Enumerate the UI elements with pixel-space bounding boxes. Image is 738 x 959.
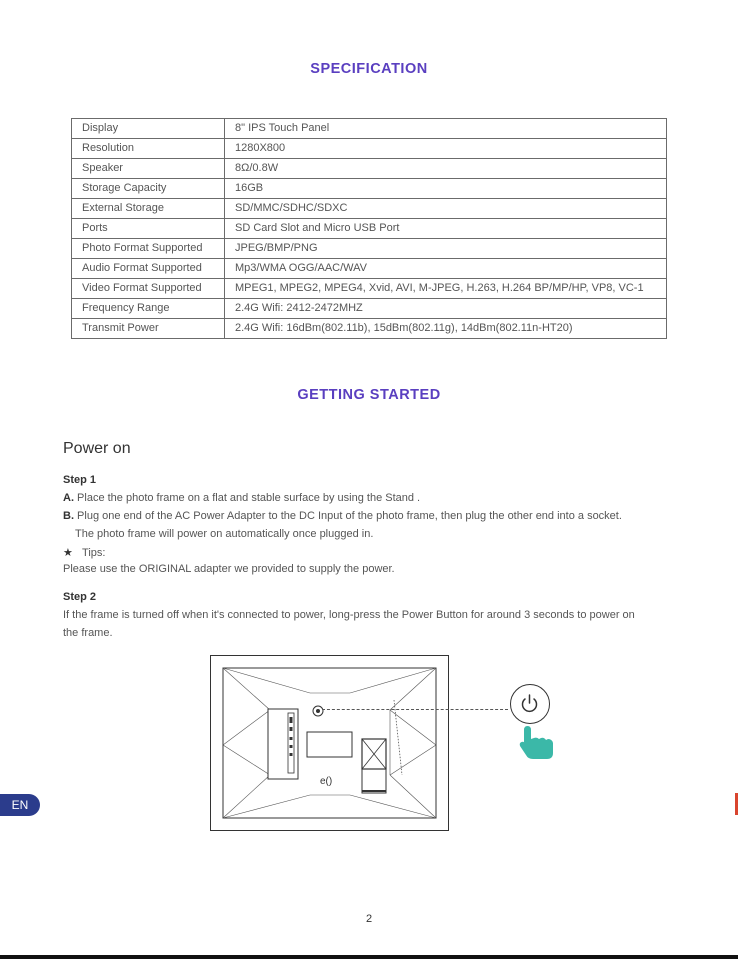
- spec-value: MPEG1, MPEG2, MPEG4, Xvid, AVI, M-JPEG, H.263, H.264 BP/MP/HP, VP8, VC-1: [225, 279, 667, 299]
- hand-press-icon: [518, 722, 558, 762]
- frame-label: e(): [320, 776, 333, 787]
- step1-b-marker: B.: [63, 510, 74, 522]
- spec-key: Resolution: [72, 139, 225, 159]
- photo-frame-back-illustration: [210, 655, 449, 831]
- spec-value: 8Ω/0.8W: [225, 159, 667, 179]
- power-button-icon: [510, 684, 550, 724]
- step1-a-marker: A.: [63, 492, 74, 504]
- spec-key: Photo Format Supported: [72, 239, 225, 259]
- frame-back-icon: [210, 655, 449, 831]
- step1-b: [63, 510, 622, 522]
- spec-key: Transmit Power: [72, 319, 225, 339]
- spec-row: [72, 139, 667, 159]
- tips-label: Tips:: [82, 547, 106, 559]
- spec-row: [72, 239, 667, 259]
- spec-row: [72, 199, 667, 219]
- page-number: 2: [365, 913, 373, 925]
- spec-value: JPEG/BMP/PNG: [225, 239, 667, 259]
- step1-a-text: Place the photo frame on a flat and stable surface by using the Stand .: [74, 492, 421, 504]
- star-icon: ★: [63, 547, 73, 559]
- spec-value: 1280X800: [225, 139, 667, 159]
- spec-row: [72, 319, 667, 339]
- tip-text: Please use the ORIGINAL adapter we provided to supply the power.: [63, 563, 395, 575]
- spec-row: [72, 179, 667, 199]
- bottom-edge-bar: [0, 955, 738, 959]
- spec-value: 16GB: [225, 179, 667, 199]
- pointer-dashed-line: [322, 709, 508, 710]
- spec-value: 2.4G Wifi: 2412-2472MHZ: [225, 299, 667, 319]
- spec-row: [72, 299, 667, 319]
- language-tab: EN: [0, 794, 40, 816]
- step2-text-2: the frame.: [63, 627, 113, 639]
- spec-row: [72, 219, 667, 239]
- spec-key: Storage Capacity: [72, 179, 225, 199]
- spec-row: [72, 279, 667, 299]
- spec-row: [72, 119, 667, 139]
- step1-a: [63, 492, 420, 504]
- step2-text-1: If the frame is turned off when it's connected to power, long-press the Power Button for around 3 seconds to power on: [63, 609, 635, 621]
- spec-key: Speaker: [72, 159, 225, 179]
- spec-key: Video Format Supported: [72, 279, 225, 299]
- step1-b-text: Plug one end of the AC Power Adapter to the DC Input of the photo frame, then plug the other end into a socket.: [74, 510, 622, 522]
- spec-table: [71, 118, 667, 339]
- spec-value: SD Card Slot and Micro USB Port: [225, 219, 667, 239]
- spec-value: 8" IPS Touch Panel: [225, 119, 667, 139]
- specification-heading: SPECIFICATION: [310, 61, 428, 77]
- spec-key: Ports: [72, 219, 225, 239]
- spec-row: [72, 159, 667, 179]
- spec-value: 2.4G Wifi: 16dBm(802.11b), 15dBm(802.11g), 14dBm(802.11n-HT20): [225, 319, 667, 339]
- tips-line: [63, 546, 105, 559]
- spec-key: Audio Format Supported: [72, 259, 225, 279]
- step2-label: Step 2: [63, 591, 97, 603]
- spec-key: External Storage: [72, 199, 225, 219]
- spec-row: [72, 259, 667, 279]
- power-on-title: Power on: [63, 440, 131, 457]
- step1-b-continued: The photo frame will power on automatically once plugged in.: [75, 528, 374, 540]
- spec-key: Frequency Range: [72, 299, 225, 319]
- getting-started-heading: GETTING STARTED: [297, 387, 441, 403]
- spec-key: Display: [72, 119, 225, 139]
- spec-value: SD/MMC/SDHC/SDXC: [225, 199, 667, 219]
- step1-label: Step 1: [63, 474, 97, 486]
- spec-value: Mp3/WMA OGG/AAC/WAV: [225, 259, 667, 279]
